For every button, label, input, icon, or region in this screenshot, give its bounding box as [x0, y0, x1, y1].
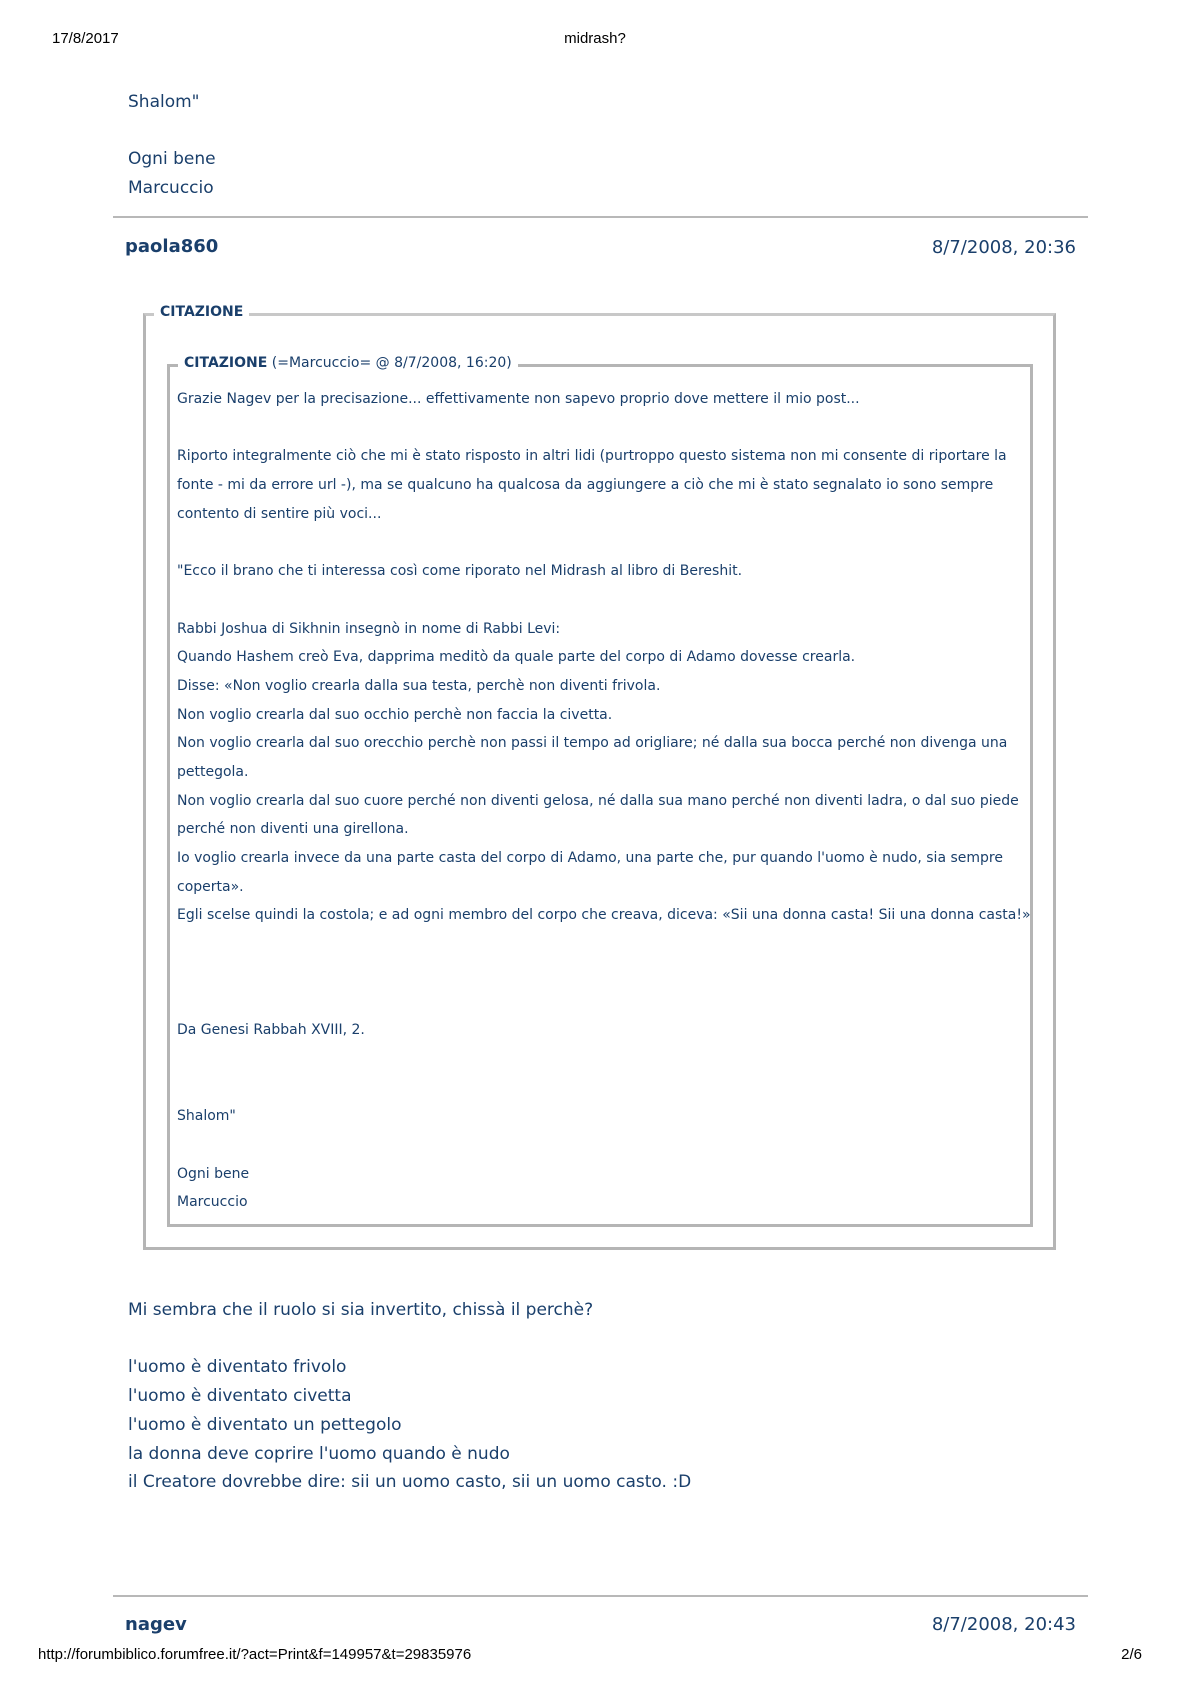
- post-body-line: l'uomo è diventato frivolo: [128, 1357, 347, 1378]
- quote-line: "Ecco il brano che ti interessa così come riporato nel Midrash al libro di Bereshit.: [177, 563, 743, 580]
- post-divider: [113, 216, 1088, 218]
- quote-line: fonte - mi da errore url -), ma se qualcuno ha qualcosa da aggiungere a ciò che mi è stato segnalato io sono sempre: [177, 477, 994, 494]
- quote-line: Rabbi Joshua di Sikhnin insegnò in nome di Rabbi Levi:: [177, 620, 561, 637]
- quote-line: [177, 586, 1027, 615]
- quoted-text: [177, 385, 1031, 1217]
- inner-quote-meta: (=Marcuccio= @ 8/7/2008, 16:20): [271, 355, 512, 371]
- quote-line: [177, 987, 1027, 1016]
- post-body-line: l'uomo è diventato civetta: [128, 1386, 352, 1407]
- outer-quote-label: CITAZIONE: [154, 304, 249, 320]
- quote-line: [177, 1074, 1027, 1103]
- inner-quote-label: [178, 355, 518, 371]
- post-body-line: la donna deve coprire l'uomo quando è nudo: [128, 1443, 510, 1464]
- quote-line: [177, 414, 1027, 443]
- quote-line: coperta».: [177, 878, 244, 895]
- quote-line: Egli scelse quindi la costola; e ad ogni membro del corpo che creava, diceva: «Sii una donna casta! Sii una donna casta!»: [177, 907, 1031, 924]
- print-title: midrash?: [564, 30, 626, 47]
- post-body-line: Mi sembra che il ruolo si sia invertito, chissà il perchè?: [128, 1300, 594, 1320]
- quote-line: [177, 1045, 1027, 1074]
- post-date: 8/7/2008, 20:36: [931, 237, 1076, 258]
- previous-post-line: Shalom": [128, 92, 200, 112]
- inner-quote-title: CITAZIONE: [184, 355, 268, 371]
- post-body-line: l'uomo è diventato un pettegolo: [128, 1414, 402, 1435]
- quote-line: Non voglio crearla dal suo occhio perchè non faccia la civetta.: [177, 706, 613, 723]
- previous-post-line: Marcuccio: [128, 178, 214, 199]
- previous-post-tail: [128, 88, 216, 203]
- quote-line: Disse: «Non voglio crearla dalla sua testa, perchè non diventi frivola.: [177, 677, 661, 694]
- quote-line: Quando Hashem creò Eva, dapprima meditò da quale parte del corpo di Adamo dovesse crearla.: [177, 649, 856, 666]
- print-url: http://forumbiblico.forumfree.it/?act=Print&f=149957&t=29835976: [38, 1646, 472, 1663]
- post-divider: [113, 1595, 1088, 1597]
- quote-line: Ogni bene: [177, 1165, 250, 1182]
- post-body: [128, 1296, 691, 1497]
- quote-line: Riporto integralmente ciò che mi è stato risposto in altri lidi (purtroppo questo sistema non mi consente di riportare la: [177, 448, 1007, 465]
- print-page-number: 2/6: [1121, 1646, 1142, 1663]
- post-author[interactable]: nagev: [125, 1614, 187, 1635]
- quote-line: Non voglio crearla dal suo orecchio perchè non passi il tempo ad origliare; né dalla sua bocca perché non divenga una: [177, 735, 1008, 752]
- post-date: 8/7/2008, 20:43: [931, 1614, 1076, 1635]
- post-body-line: il Creatore dovrebbe dire: sii un uomo casto, sii un uomo casto. :D: [128, 1472, 692, 1493]
- quote-line: pettegola.: [177, 763, 249, 780]
- post-author[interactable]: paola860: [125, 236, 219, 257]
- quote-line: Grazie Nagev per la precisazione... effettivamente non sapevo proprio dove mettere il mio post...: [177, 391, 860, 407]
- quote-line: Non voglio crearla dal suo cuore perché non diventi gelosa, né dalla sua mano perché non diventi ladra, o dal suo piede: [177, 792, 1019, 809]
- quote-line: Io voglio crearla invece da una parte casta del corpo di Adamo, una parte che, pur quando l'uomo è nudo, sia sempre: [177, 850, 1003, 866]
- quote-line: Marcuccio: [177, 1194, 248, 1211]
- quote-line: [177, 930, 1027, 959]
- quote-line: perché non diventi una girellona.: [177, 821, 409, 838]
- quote-line: [177, 1131, 1027, 1160]
- quote-line: [177, 959, 1027, 988]
- previous-post-line: Ogni bene: [128, 149, 216, 170]
- quote-line: contento di sentire più voci...: [177, 505, 382, 522]
- quote-line: Shalom": [177, 1108, 236, 1125]
- quote-line: [177, 528, 1027, 557]
- quote-line: Da Genesi Rabbah XVIII, 2.: [177, 1022, 365, 1039]
- print-date: 17/8/2017: [52, 30, 119, 47]
